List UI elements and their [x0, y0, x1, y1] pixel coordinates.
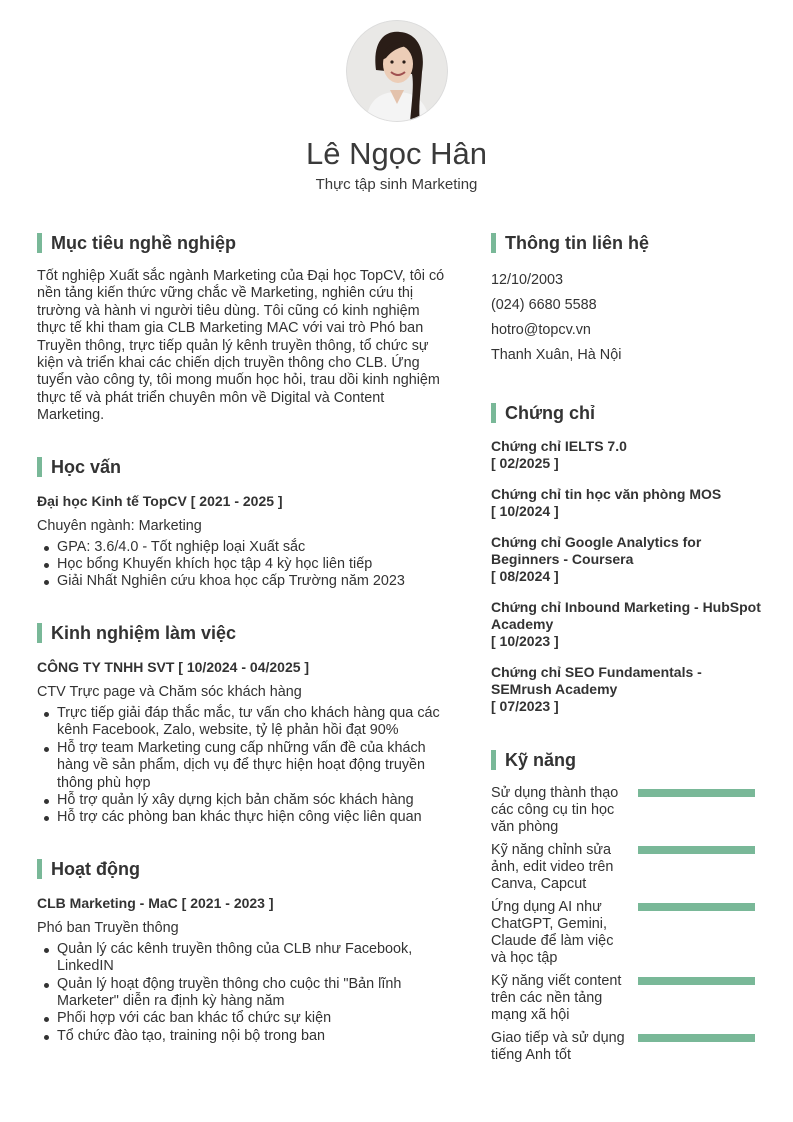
- objective-heading: [37, 232, 449, 254]
- experience-company: CÔNG TY TNHH SVT [ 10/2024 - 04/2025 ]: [37, 658, 310, 675]
- section-accent-bar: [491, 403, 496, 423]
- skill-level-bar: [638, 977, 755, 985]
- list-item-text: Tổ chức đào tạo, training nội bộ trong ban: [57, 1027, 326, 1044]
- activities-org: CLB Marketing - MaC [ 2021 - 2023 ]: [37, 894, 274, 911]
- skill-label: Ứng dụng AI như ChatGPT, Gemini, Claude để làm việc và học tập: [491, 899, 614, 966]
- list-item-text: Hỗ trợ quản lý xây dựng kịch bản chăm sóc khách hàng: [57, 791, 414, 808]
- activities-list: [37, 941, 449, 1045]
- list-item: [37, 1010, 449, 1027]
- certificates-heading-label: Chứng chỉ: [505, 403, 596, 423]
- skill-level-bar: [638, 1034, 755, 1042]
- skill-level-fill: [638, 903, 755, 911]
- list-item-text: Quản lý các kênh truyền thông của CLB như Facebook, LinkedIN: [57, 940, 413, 975]
- profile-photo: [346, 20, 448, 122]
- objective-heading-label: Mục tiêu nghề nghiệp: [51, 233, 236, 253]
- list-item-text: Quản lý hoạt động truyền thông cho cuộc thi "Bản lĩnh Marketer" diễn ra định kỳ hàng năm: [57, 975, 402, 1009]
- activities-section: [37, 858, 449, 1045]
- certificate-item: [491, 664, 761, 715]
- list-item: [37, 556, 449, 573]
- contact-birthday: 12/10/2003: [491, 272, 564, 288]
- list-item-text: GPA: 3.6/4.0 - Tốt nghiệp loại Xuất sắc: [57, 538, 306, 555]
- skill-level-bar: [638, 846, 755, 854]
- contact-section: [491, 232, 761, 368]
- section-accent-bar: [491, 233, 496, 253]
- bullet-dot: [44, 712, 49, 717]
- skill-label: Giao tiếp và sử dụng tiếng Anh tốt: [491, 1030, 625, 1063]
- list-item: [37, 941, 449, 976]
- contact-heading: [491, 232, 761, 254]
- list-item: [37, 976, 449, 1011]
- certificate-date: [ 10/2024 ]: [491, 503, 559, 519]
- left-column: [37, 232, 449, 1076]
- bullet-dot: [44, 747, 49, 752]
- certificate-name: Chứng chỉ IELTS 7.0: [491, 438, 627, 454]
- certificate-date: [ 08/2024 ]: [491, 568, 559, 584]
- certificates-heading: [491, 402, 761, 424]
- skill-label: Sử dụng thành thạo các công cụ tin học văn phòng: [491, 785, 619, 835]
- list-item: [37, 573, 449, 590]
- skill-item: [491, 1030, 761, 1064]
- skills-heading-label: Kỹ năng: [505, 750, 577, 770]
- bullet-dot: [44, 948, 49, 953]
- certificate-name: Chứng chỉ tin học văn phòng MOS: [491, 486, 722, 502]
- skill-level-fill: [638, 977, 755, 985]
- certificate-item: [491, 486, 761, 520]
- education-heading: [37, 456, 449, 478]
- skills-section: [491, 749, 761, 1064]
- education-school: Đại học Kinh tế TopCV [ 2021 - 2025 ]: [37, 492, 283, 509]
- bullet-dot: [44, 799, 49, 804]
- certificate-item: [491, 534, 761, 585]
- experience-list: [37, 705, 449, 827]
- list-item-text: Giải Nhất Nghiên cứu khoa học cấp Trường năm 2023: [57, 573, 405, 590]
- skill-item: [491, 785, 761, 836]
- list-item-text: Hỗ trợ các phòng ban khác thực hiện công việc liên quan: [57, 809, 422, 826]
- contact-address: Thanh Xuân, Hà Nội: [491, 347, 622, 363]
- section-accent-bar: [37, 623, 42, 643]
- list-item-text: Học bổng Khuyến khích học tập 4 kỳ học liên tiếp: [57, 556, 373, 573]
- activities-heading: [37, 858, 449, 880]
- skill-level-fill: [638, 1034, 755, 1042]
- certificate-item: [491, 438, 761, 472]
- bullet-dot: [44, 1035, 49, 1040]
- skill-item: [491, 842, 761, 893]
- contact-phone: (024) 6680 5588: [491, 297, 597, 313]
- list-item-text: Trực tiếp giải đáp thắc mắc, tư vấn cho khách hàng qua các kênh Facebook, Zalo, website, tỷ lệ phản hồi đạt 90%: [57, 704, 440, 739]
- list-item: [37, 705, 449, 740]
- list-item: [37, 1028, 449, 1045]
- list-item: [37, 792, 449, 809]
- activities-position: Phó ban Truyền thông: [37, 919, 179, 936]
- experience-section: [37, 622, 449, 827]
- bullet-dot: [44, 1017, 49, 1022]
- section-accent-bar: [37, 233, 42, 253]
- section-accent-bar: [37, 457, 42, 477]
- skills-heading: [491, 749, 761, 771]
- list-item-text: Hỗ trợ team Marketing cung cấp những vấn đề của khách hàng về sản phẩm, dịch vụ để thực hiện hoạt động truyền thông phù hợp: [57, 739, 426, 791]
- candidate-title: Thực tập sinh Marketing: [315, 176, 478, 193]
- list-item-text: Phối hợp với các ban khác tổ chức sự kiện: [57, 1010, 332, 1027]
- bullet-dot: [44, 816, 49, 821]
- bullet-dot: [44, 563, 49, 568]
- education-heading-label: Học vấn: [51, 456, 122, 477]
- list-item: [37, 740, 449, 792]
- education-list: [37, 539, 449, 591]
- skill-level-bar: [638, 789, 755, 797]
- bullet-dot: [44, 580, 49, 585]
- candidate-name: Lê Ngọc Hân: [306, 136, 487, 171]
- section-accent-bar: [491, 750, 496, 770]
- education-section: [37, 456, 449, 591]
- section-accent-bar: [37, 859, 42, 879]
- certificate-date: [ 10/2023 ]: [491, 633, 559, 649]
- bullet-dot: [44, 546, 49, 551]
- profile-photo-image: [346, 20, 448, 122]
- skill-level-bar: [638, 903, 755, 911]
- contact-heading-label: Thông tin liên hệ: [505, 233, 649, 253]
- objective-section: [37, 232, 449, 425]
- skill-item: [491, 973, 761, 1024]
- skill-item: [491, 899, 761, 967]
- certificates-section: [491, 402, 761, 715]
- skill-level-fill: [638, 846, 755, 854]
- list-item: [37, 809, 449, 826]
- certificate-name: Chứng chỉ SEO Fundamentals - SEMrush Academy: [491, 664, 702, 697]
- skill-label: Kỹ năng viết content trên các nền tảng mạng xã hội: [491, 973, 622, 1023]
- skill-label: Kỹ năng chỉnh sửa ảnh, edit video trên Canva, Capcut: [491, 842, 614, 892]
- certificate-date: [ 07/2023 ]: [491, 698, 559, 714]
- certificate-name: Chứng chỉ Inbound Marketing - HubSpot Academy: [491, 599, 761, 632]
- certificate-name: Chứng chỉ Google Analytics for Beginners - Coursera: [491, 534, 702, 567]
- education-major: Chuyên ngành: Marketing: [37, 517, 202, 534]
- experience-position: CTV Trực page và Chăm sóc khách hàng: [37, 683, 302, 700]
- activities-heading-label: Hoạt động: [51, 858, 140, 879]
- list-item: [37, 539, 449, 556]
- objective-text: Tốt nghiệp Xuất sắc ngành Marketing của Đại học TopCV, tôi có nền tảng kiến thức vững chắc về Marketing, nghiên cứu thị trường và hành vi người tiêu dùng. Tôi cũng có kinh nghiệm thực tế khi tham gia CLB Marketing MAC với vai trò Phó ban Truyền thông, trực tiếp quản lý kênh truyền thông, tổ chức sự kiện và triển khai các chiến dịch truyền thông cho CLB. Ứng tuyển vào công ty, tôi mong muốn học hỏi, trau dồi kinh nghiệm thực tế và phát triển chuyên môn về Digital và Content Marketing.: [37, 268, 445, 424]
- skill-level-fill: [638, 789, 755, 797]
- contact-email: hotro@topcv.vn: [491, 322, 591, 338]
- bullet-dot: [44, 983, 49, 988]
- certificate-item: [491, 599, 761, 650]
- right-column: [491, 232, 761, 1098]
- experience-heading: [37, 622, 449, 644]
- certificate-date: [ 02/2025 ]: [491, 455, 559, 471]
- experience-heading-label: Kinh nghiệm làm việc: [51, 622, 237, 643]
